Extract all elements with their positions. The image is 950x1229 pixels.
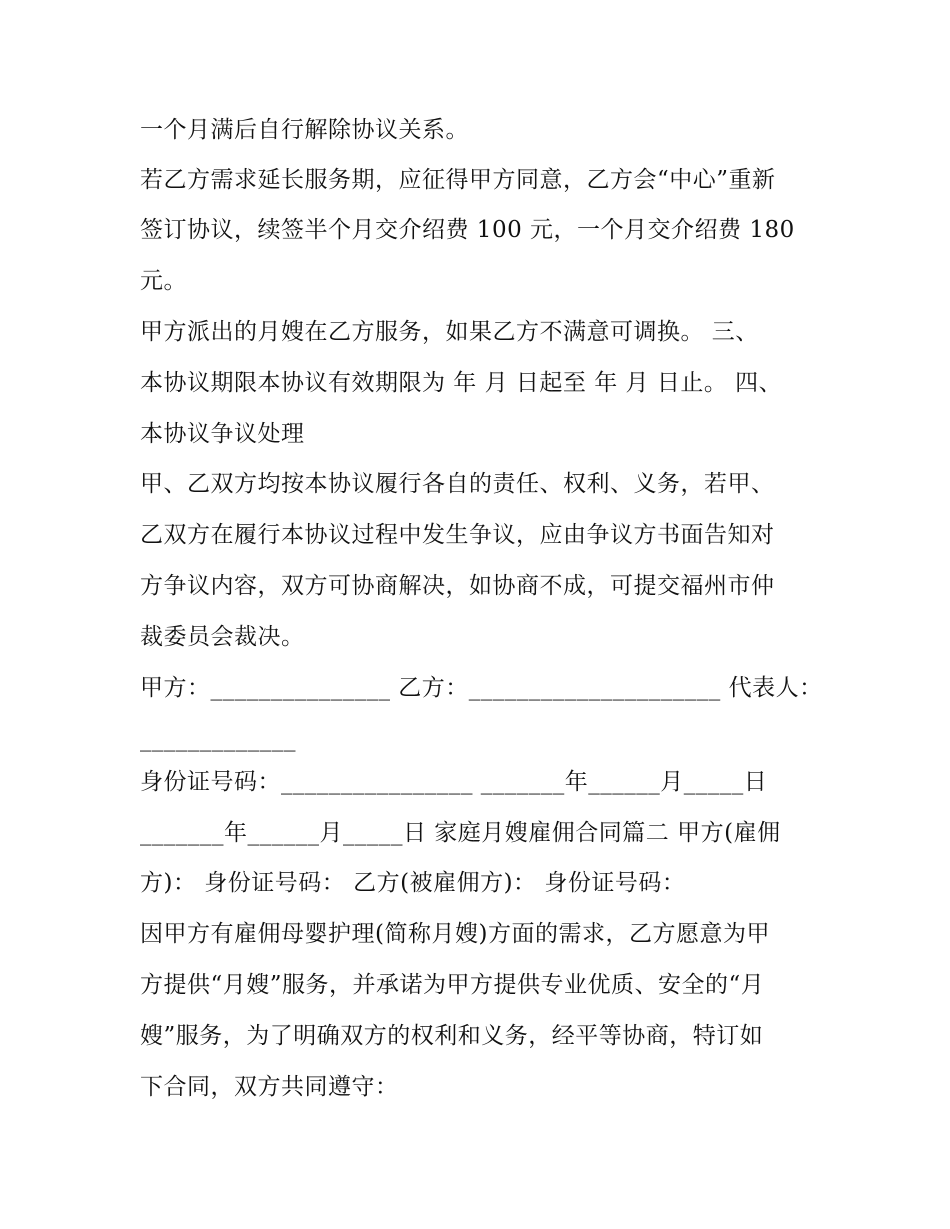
text-line: 方提供“月嫂”服务，并承诺为甲方提供专业优质、安全的“月 — [140, 972, 765, 998]
text-line: 因甲方有雇佣母婴护理(简称月嫂)方面的需求，乙方愿意为甲 — [140, 921, 770, 947]
id-date-line: 身份证号码：________________ _______年______月_____日 — [140, 769, 768, 795]
text-line: 一个月满后自行解除协议关系。 — [140, 117, 469, 143]
text-line: 方争议内容，双方可协商解决，如协商不成，可提交福州市仲 — [140, 573, 775, 599]
signature-blank: _____________ — [140, 726, 296, 752]
party-line: 方)： 身份证号码： 乙方(被雇佣方)： 身份证号码： — [140, 870, 686, 896]
text-line: 甲方派出的月嫂在乙方服务，如果乙方不满意可调换。 三、 — [140, 319, 759, 345]
date-title-line: _______年______月_____日 家庭月嫂雇佣合同篇二 甲方(雇佣 — [140, 820, 781, 846]
text-line: 本协议期限本协议有效期限为 年 月 日起至 年 月 日止。 四、 — [140, 370, 783, 396]
signature-line: 甲方：_______________ 乙方：_____________________ 代表人： — [140, 675, 823, 701]
text-line: 签订协议，续签半个月交介绍费 100 元，一个月交介绍费 180 — [140, 217, 795, 243]
text-line: 裁委员会裁决。 — [140, 624, 305, 650]
text-line: 若乙方需求延长服务期，应征得甲方同意，乙方会“中心”重新 — [140, 167, 776, 193]
text-line: 嫂”服务，为了明确双方的权利和义务，经平等协商，特订如 — [140, 1023, 764, 1049]
text-line: 乙双方在履行本协议过程中发生争议，应由争议方书面告知对 — [140, 522, 775, 548]
text-line: 甲、乙双方均按本协议履行各自的责任、权利、义务，若甲、 — [140, 471, 775, 497]
section-heading: 本协议争议处理 — [140, 421, 305, 447]
text-line: 元。 — [140, 268, 187, 294]
text-line: 下合同，双方共同遵守： — [140, 1074, 399, 1100]
